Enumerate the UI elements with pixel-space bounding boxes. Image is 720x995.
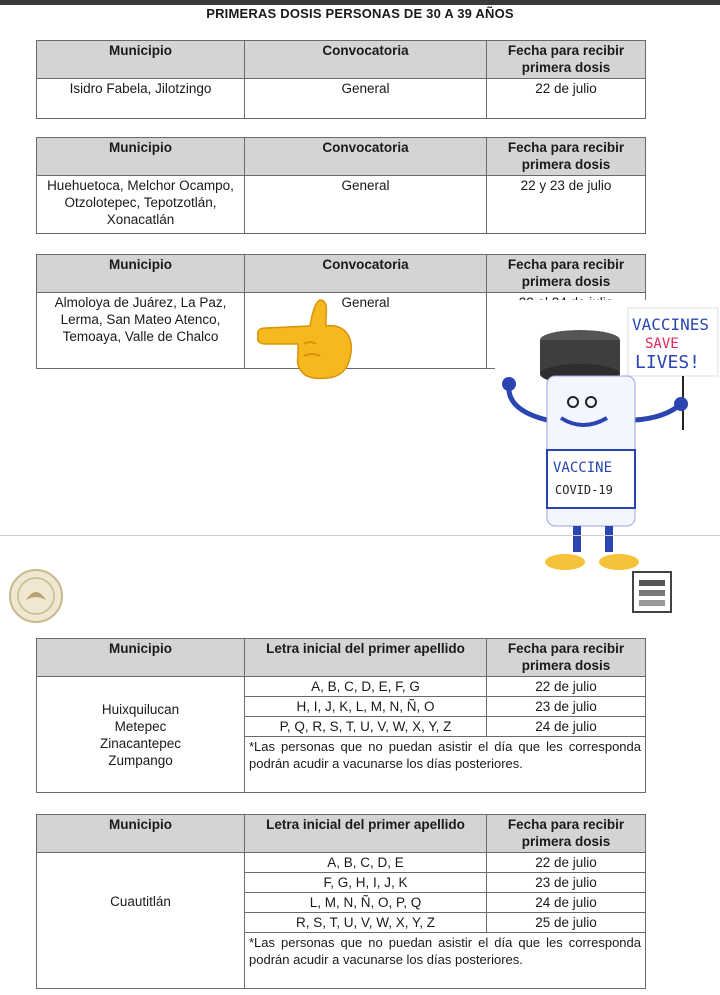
header-municipio: Municipio [37, 255, 245, 293]
sign-line-1: VACCINES [632, 315, 710, 334]
cell-fecha: 22 de julio [487, 677, 646, 697]
header-municipio: Municipio [37, 41, 245, 79]
cell-fecha: 23 de julio [487, 873, 646, 893]
cell-convocatoria: General [245, 293, 487, 369]
cell-municipio: Huehuetoca, Melchor Ocampo, Otzolotepec, Tepotzotlán, Xonacatlán [37, 176, 245, 234]
header-fecha: Fecha para recibir primera dosis [487, 639, 646, 677]
header-municipio: Municipio [37, 815, 245, 853]
header-fecha: Fecha para recibir primera dosis [487, 815, 646, 853]
municipio-item: Huixquilucan [101, 701, 180, 717]
label-line-1: VACCINE [553, 460, 613, 476]
cell-fecha: 25 de julio [487, 913, 646, 933]
cell-fecha: 24 de julio [487, 893, 646, 913]
table-huehuetoca [36, 137, 646, 234]
cell-nota: *Las personas que no puedan asistir el día que les corresponda podrán acudir a vacunarse los días posteriores. [245, 737, 646, 793]
page-title: PRIMERAS DOSIS PERSONAS DE 30 A 39 AÑOS [206, 6, 514, 21]
header-municipio: Municipio [37, 138, 245, 176]
top-bar [0, 0, 720, 5]
header-fecha: Fecha para recibir primera dosis [487, 41, 646, 79]
header-convocatoria: Convocatoria [245, 255, 487, 293]
municipio-item: Zumpango [108, 752, 173, 768]
cell-fecha: 24 de julio [487, 717, 646, 737]
cell-convocatoria: General [245, 176, 487, 234]
cell-letras: F, G, H, I, J, K [245, 873, 487, 893]
cell-nota: *Las personas que no puedan asistir el día que les corresponda podrán acudir a vacunarse los días posteriores. [245, 933, 646, 989]
sign-line-3: LIVES! [635, 352, 701, 373]
vaccine-mascot-icon [495, 300, 720, 585]
header-fecha: Fecha para recibir primera dosis [487, 255, 646, 293]
cell-letras: A, B, C, D, E, F, G [245, 677, 487, 697]
cell-letras: R, S, T, U, V, W, X, Y, Z [245, 913, 487, 933]
cell-convocatoria: General [245, 79, 487, 119]
table-isidro-fabela [36, 40, 646, 119]
institution-logo-icon [627, 566, 677, 616]
header-municipio: Municipio [37, 639, 245, 677]
cell-letras: P, Q, R, S, T, U, V, W, X, Y, Z [245, 717, 487, 737]
municipio-item: Metepec [114, 718, 167, 734]
pointing-hand-icon [254, 296, 354, 380]
header-letra: Letra inicial del primer apellido [245, 815, 487, 853]
cell-letras: L, M, N, Ñ, O, P, Q [245, 893, 487, 913]
cell-fecha: 22 y 23 de julio [487, 176, 646, 234]
cell-municipio: Cuautitlán [37, 853, 245, 989]
cell-letras: A, B, C, D, E [245, 853, 487, 873]
cell-municipio: Almoloya de Juárez, La Paz, Lerma, San Mateo Atenco, Temoaya, Valle de Chalco [37, 293, 245, 369]
section-divider [0, 535, 720, 536]
header-letra: Letra inicial del primer apellido [245, 639, 487, 677]
cell-municipio: Isidro Fabela, Jilotzingo [37, 79, 245, 119]
cell-letras: H, I, J, K, L, M, N, Ñ, O [245, 697, 487, 717]
cell-fecha: 23 de julio [487, 697, 646, 717]
cell-fecha: 22 de julio [487, 79, 646, 119]
header-fecha: Fecha para recibir primera dosis [487, 138, 646, 176]
sign-line-2: SAVE [645, 336, 679, 352]
header-convocatoria: Convocatoria [245, 138, 487, 176]
government-seal-icon [8, 568, 64, 624]
table-huixquilucan [36, 638, 646, 793]
label-line-2: COVID-19 [555, 483, 613, 497]
cell-fecha: 22 de julio [487, 853, 646, 873]
table-cuautitlan [36, 814, 646, 989]
cell-municipios [37, 677, 245, 793]
header-convocatoria: Convocatoria [245, 41, 487, 79]
municipio-item: Zinacantepec [99, 735, 182, 751]
